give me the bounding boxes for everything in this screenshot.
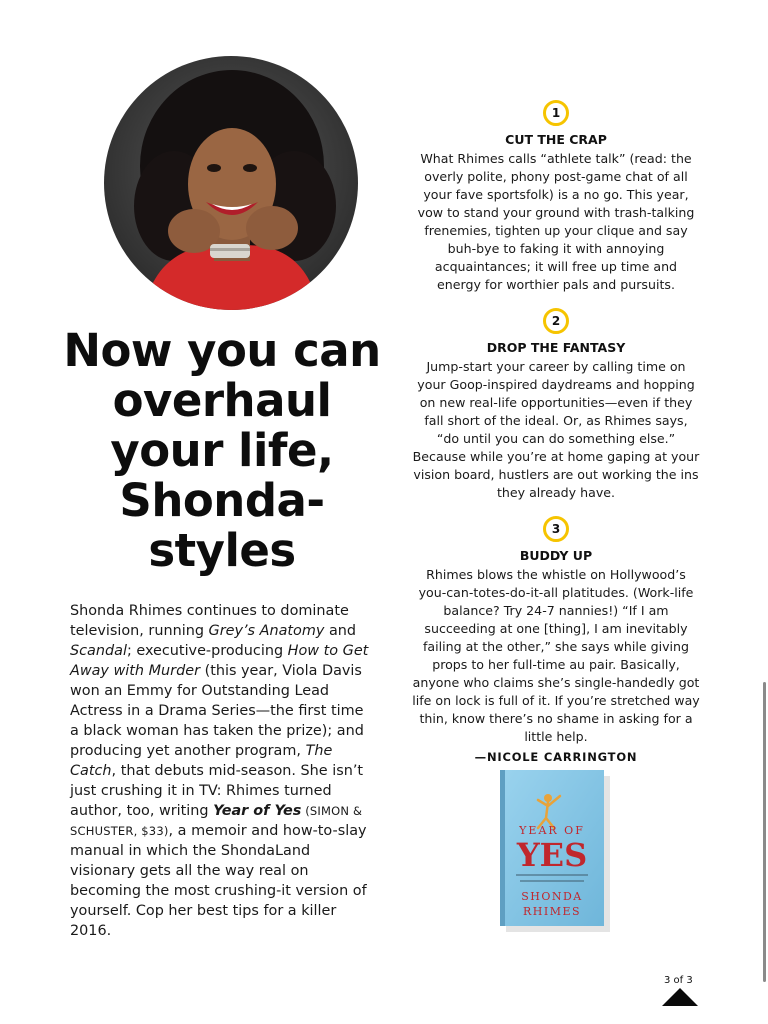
tip-title: DROP THE FANTASY xyxy=(486,340,626,355)
show-title-the-catch: The Catch xyxy=(70,743,333,779)
book-cover-illustration xyxy=(500,770,612,932)
book-cover-image xyxy=(500,770,612,932)
tip-3 xyxy=(412,516,700,766)
tip-1 xyxy=(412,100,700,294)
tip-number-badge: 2 xyxy=(543,308,569,334)
book-cover-title-line2: YES xyxy=(516,836,588,874)
intro-paragraph xyxy=(70,601,376,941)
intro-text-4: (this year, Viola Davis won an Emmy for Outstanding Lead Actress in a Drama Series—the first time a black woman has taken the prize); and producing yet another program, xyxy=(70,663,364,759)
book-cover-author-last: RHIMES xyxy=(522,905,582,918)
author-byline: —NICOLE CARRINGTON xyxy=(474,750,638,764)
portrait-photo xyxy=(104,56,358,310)
tip-title: CUT THE CRAP xyxy=(505,132,607,147)
tip-title: BUDDY UP xyxy=(519,548,593,563)
tip-body: Rhimes blows the whistle on Hollywood’s you-can-totes-do-it-all platitudes. (Work-life balance? Try 24-7 nannies!) “If I am succeeding at one [thing], I am inevitably failing at the other,” she says while giving props to her full-time au pair. Basically, anyone who claims she’s single-handedly got life on lock is full of it. If you’re stretched way thin, know there’s no shame in asking for a little help. xyxy=(412,567,700,744)
scroll-to-top-button[interactable] xyxy=(662,988,698,1006)
triangle-up-icon xyxy=(662,988,698,1006)
tip-body: Jump-start your career by calling time on your Goop-inspired daydreams and hopping on new real-life opportunities—even if they fall short of the ideal. Or, as Rhimes says, “do until you can do something else.” Because while you’re at home gaping at your vision board, hustlers are out working the ins they already have. xyxy=(412,359,700,500)
tip-2 xyxy=(412,308,700,502)
show-title-scandal: Scandal xyxy=(70,643,127,659)
tip-number-badge: 1 xyxy=(543,100,569,126)
page-indicator: 3 of 3 xyxy=(664,975,693,986)
tip-number-badge: 3 xyxy=(543,516,569,542)
book-title-year-of-yes: Year of Yes xyxy=(213,803,302,819)
intro-text-2: and xyxy=(324,623,357,639)
vertical-scrollbar[interactable] xyxy=(763,682,766,982)
show-title-greys-anatomy: Grey’s Anatomy xyxy=(208,623,325,639)
book-cover-title-line1: YEAR OF xyxy=(519,824,585,837)
intro-text-5: , that debuts mid-season. She isn’t just crushing it in TV: Rhimes turned author, too, writing xyxy=(70,763,364,819)
show-title-htgawm: How to Get Away with Murder xyxy=(70,643,369,679)
intro-text-1: Shonda Rhimes continues to dominate television, running xyxy=(70,603,349,639)
article-headline: Now you can overhaul your life, Shonda-styles xyxy=(63,324,381,577)
book-cover-author-first: SHONDA xyxy=(521,890,583,903)
portrait-illustration xyxy=(104,56,358,310)
book-publisher-info: (SIMON & SCHUSTER, $33) xyxy=(70,804,363,838)
tip-body: What Rhimes calls “athlete talk” (read: the overly polite, phony post-game chat of all your fave sportsfolk) is a no go. This year, vow to stand your ground with trash-talking frenemies, tighten up your clique and say buh-bye to faking it with annoying acquaintances; it will free up time and energy for worthier pals and pursuits. xyxy=(417,151,695,292)
intro-text-6: , a memoir and how-to-slay manual in which the ShondaLand visionary gets all the way real on becoming the most crushing-it version of yourself. Cop her best tips for a killer 2016. xyxy=(70,823,367,939)
intro-text-3: ; executive-producing xyxy=(126,643,288,659)
